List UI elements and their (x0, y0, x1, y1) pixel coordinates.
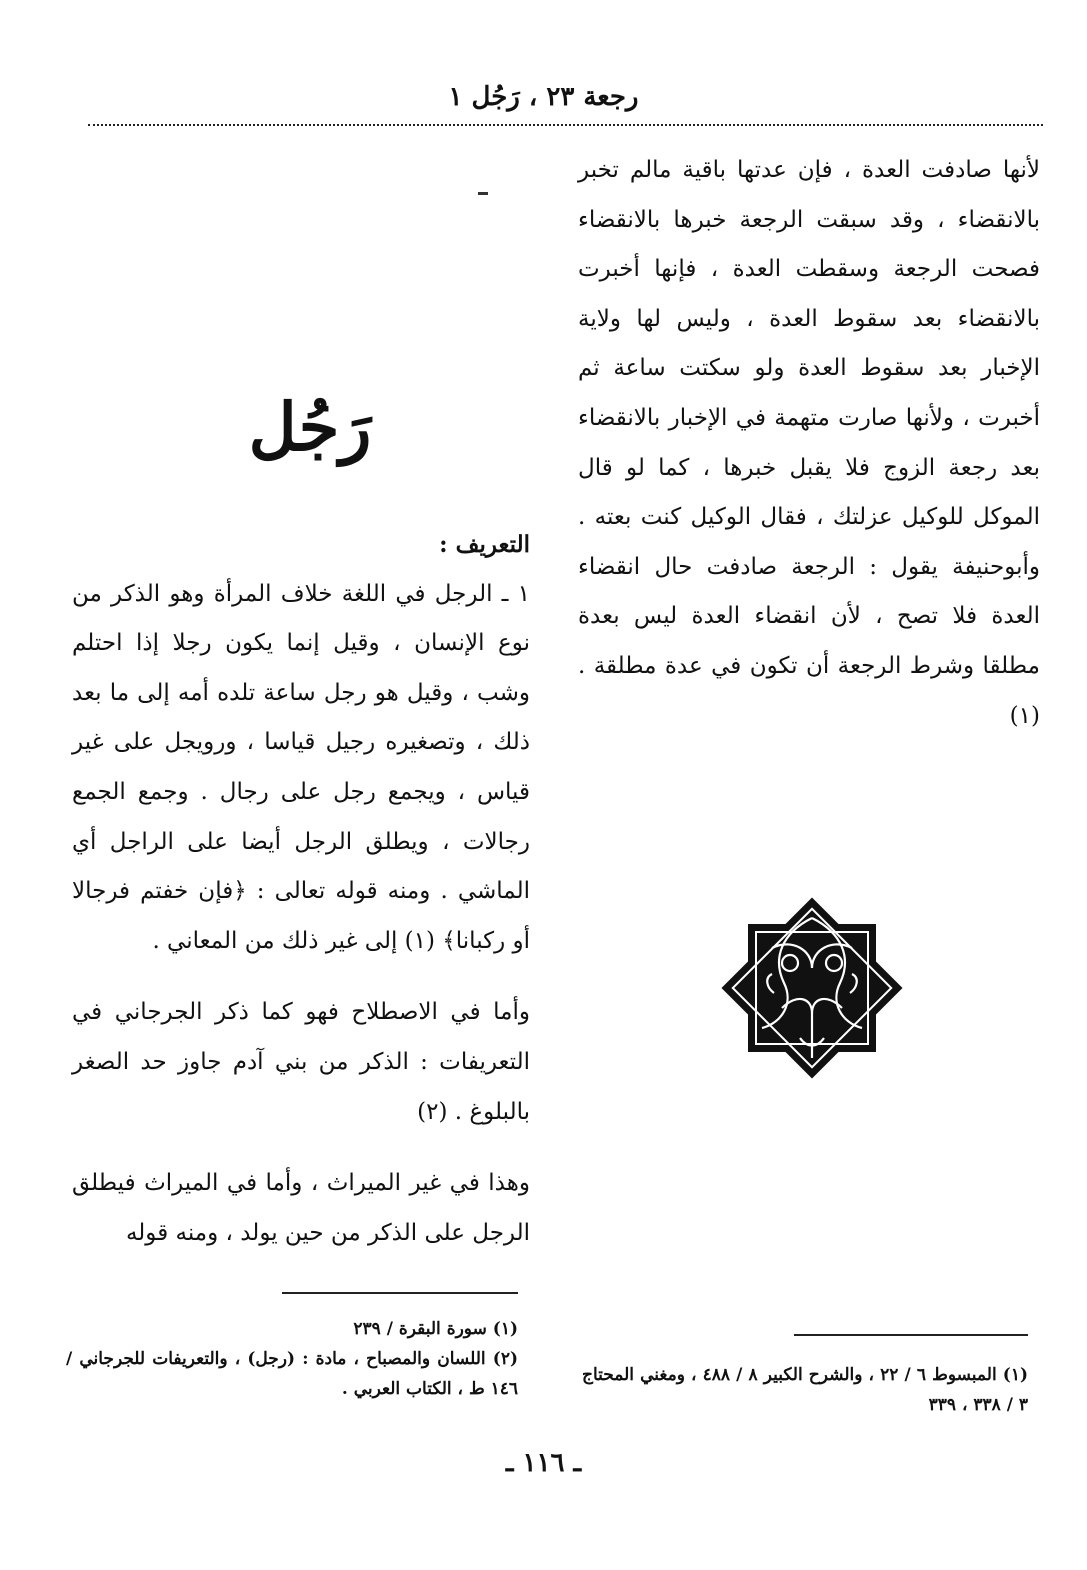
footnotes-left (66, 1314, 518, 1404)
header-dotted-rule (88, 124, 1043, 126)
running-head (0, 82, 1087, 112)
left-column (72, 520, 530, 1258)
paragraph-gap (72, 966, 530, 988)
footnote-rule-left (282, 1292, 518, 1294)
definition-paragraph-3: وهذا في غير الميراث ، وأما في الميراث فيطلق الرجل على الذكر من حين يولد ، ومنه قوله (72, 1170, 530, 1246)
footnote-right-1: (١) المبسوط ٦ / ٢٢ ، والشرح الكبير ٨ / ٤٨٨ ، ومغني المحتاج ٣ / ٣٣٨ ، ٣٣٩ (582, 1365, 1029, 1415)
footnote-rule-right (794, 1334, 1028, 1336)
right-column-paragraph: لأنها صادفت العدة ، فإن عدتها باقية مالم تخبر بالانقضاء ، وقد سبقت الرجعة خبرها بالانقضاء فصحت الرجعة وسقطت العدة ، فإنها أخبرت بالانقضاء بعد سقوط العدة ، وليس لها ولاية الإخبار بعد سقوط العدة ولو سكتت ساعة ثم أخبرت ، ولأنها صارت متهمة في الإخبار بالانقضاء بعد رجعة الزوج فلا يقبل خبرها ، كما لو قال الموكل للوكيل عزلتك ، فقال الوكيل كنت بعته . وأبوحنيفة يقول : الرجعة صادفت حال انقضاء العدة فلا تصح ، لأن انقضاء العدة ليس بعدة مطلقا وشرط الرجعة أن تكون في عدة مطلقة . (١) (578, 157, 1040, 729)
definition-subheading: التعريف : (439, 531, 530, 558)
paragraph-gap (72, 1137, 530, 1159)
entry-title: رَجُل (248, 388, 372, 466)
right-column (578, 146, 1040, 741)
footnote-left-2: (٢) اللسان والمصباح ، مادة : (رجل) ، والتعريفات للجرجاني / ١٤٦ ط ، الكتاب العربي . (66, 1349, 518, 1399)
running-head-text: رجعة ٢٣ ، رَجُل ١ (448, 82, 639, 112)
definition-paragraph-2: وأما في الاصطلاح فهو كما ذكر الجرجاني في التعريفات : الذكر من بني آدم جاوز حد الصغر بالبلوغ . (٢) (72, 999, 530, 1125)
page-number: ـ ١١٦ ـ (505, 1448, 582, 1478)
footnote-left-1: (١) سورة البقرة / ٢٣٩ (353, 1319, 518, 1339)
islamic-star-ornament-icon (712, 888, 912, 1088)
definition-paragraph-1: ١ ـ الرجل في اللغة خلاف المرأة وهو الذكر من نوع الإنسان ، وقيل إنما يكون رجلا إذا احتلم وشب ، وقيل هو رجل ساعة تلده أمه إلى ما بعد ذلك ، وتصغيره رجيل قياسا ، ورويجل على غير قياس ، ويجمع رجل على رجال . وجمع الجمع رجالات ، ويطلق الرجل أيضا على الراجل أي الماشي . ومنه قوله تعالى : ﴿فإن خفتم فرجالا أو ركبانا﴾ (١) إلى غير ذلك من المعاني . (72, 580, 530, 954)
footnotes-right (582, 1360, 1028, 1420)
print-speck (478, 192, 488, 195)
